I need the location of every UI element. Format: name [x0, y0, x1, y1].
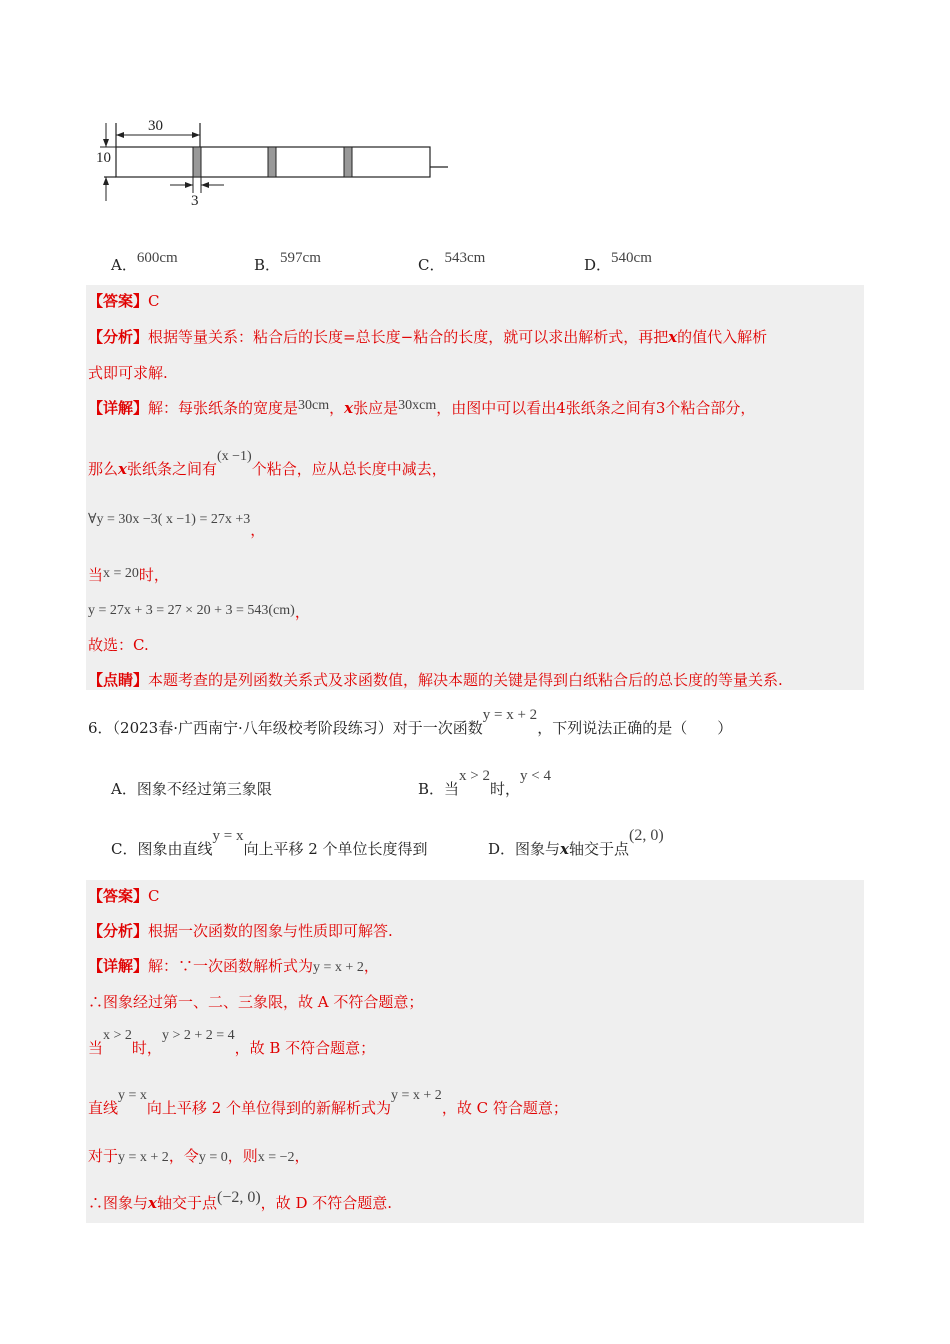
q5-analysis-line1: 【分析】根据等量关系：粘合后的长度=总长度−粘合的长度，就可以求出解析式，再把x的值代入解析	[88, 328, 768, 346]
q5-detail-line3: ∀y = 30x −3( x −1) = 27x +3，	[88, 512, 266, 539]
q6-analysis: 【分析】根据一次函数的图象与性质即可解答.	[88, 922, 393, 940]
q5-comment: 【点睛】本题考查的是列函数关系式及求函数值，解决本题的关键是得到白纸粘合后的总长度的等量关系.	[88, 671, 783, 689]
dim-label-3: 3	[191, 193, 199, 209]
overlap-2	[268, 147, 276, 177]
q5-option-d: D．540cm	[584, 250, 652, 274]
q5-detail-line1: 【详解】解：每张纸条的宽度是30cm，x张应是30xcm，由图中可以看出4张纸条之间有3个粘合部分，	[88, 398, 756, 417]
q6-detail-line1: 【详解】解：∵一次函数解析式为y = x + 2，	[88, 957, 379, 975]
q6-option-a: A．图象不经过第三象限	[111, 780, 272, 798]
q5-detail-line6: 故选：C.	[88, 636, 149, 654]
q6-detail-line5: 对于y = x + 2，令y = 0，则x = −2，	[88, 1147, 310, 1165]
q6-option-d: D．图象与x轴交于点(2, 0)	[488, 827, 664, 858]
q5-detail-line2: 那么x张纸条之间有(x −1)个粘合，应从总长度中减去，	[88, 449, 447, 478]
q6-answer: 【答案】C	[88, 887, 160, 905]
q5-detail-line5: y = 27x + 3 = 27 × 20 + 3 = 543(cm)，	[88, 603, 310, 621]
overlap-3	[344, 147, 352, 177]
q6-detail-line2: ∴图象经过第一、二、三象限，故 A 不符合题意；	[88, 993, 424, 1011]
q5-option-b: B．597cm	[254, 250, 321, 274]
q5-option-c: C．543cm	[418, 250, 486, 274]
q5-option-a: A．600cm	[111, 250, 178, 274]
q6-detail-line6: ∴图象与x轴交于点(−2, 0)，故 D 不符合题意.	[88, 1189, 393, 1212]
overlap-1	[193, 147, 201, 177]
q6-detail-line4: 直线y = x向上平移 2 个单位得到的新解析式为y = x + 2，故 C 符合题意；	[88, 1088, 568, 1117]
dim-label-10: 10	[96, 150, 111, 166]
q6-detail-line3: 当x > 2时，y > 2 + 2 = 4，故 B 不符合题意；	[88, 1028, 376, 1057]
dim-label-30: 30	[148, 118, 163, 134]
q5-detail-line4: 当x = 20时，	[88, 566, 169, 584]
q5-answer: 【答案】C	[88, 292, 160, 310]
q6-stem: 6．（2023春·广西南宁·八年级校考阶段练习）对于一次函数y = x + 2，下列说法正确的是（ ）	[88, 707, 733, 737]
q6-option-c: C．图象由直线y = x向上平移 2 个单位长度得到	[111, 828, 428, 858]
q5-analysis-line2: 式即可求解.	[88, 364, 168, 382]
paper-strip-figure	[90, 115, 460, 215]
q6-option-b: B．当x > 2时，y < 4	[418, 768, 551, 798]
